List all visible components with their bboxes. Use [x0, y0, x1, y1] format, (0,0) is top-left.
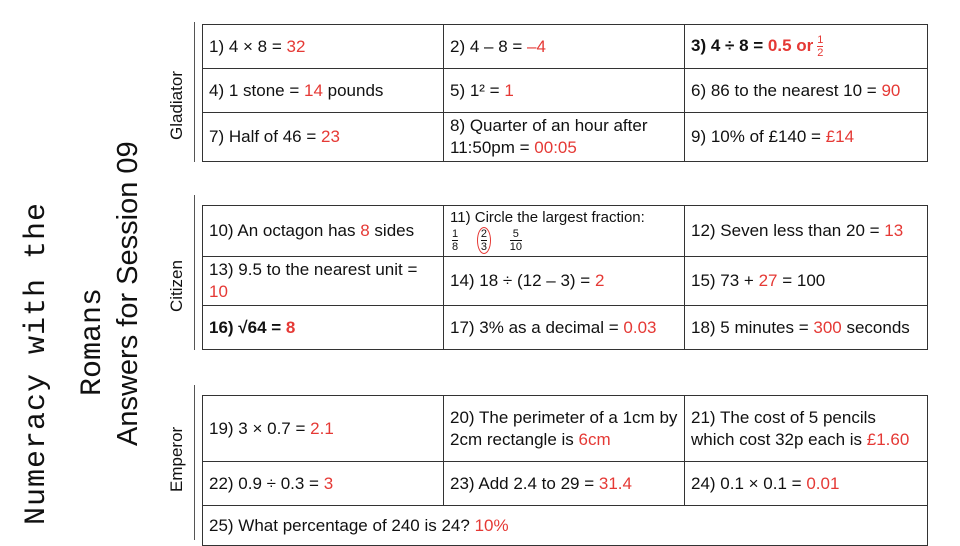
question-22: 22) 0.9 ÷ 0.3 = 3: [203, 462, 444, 506]
answer-22: 3: [323, 473, 334, 493]
question-20: 20) The perimeter of a 1cm by 2cm rectangle is 6cm: [444, 396, 685, 462]
title-line-1: Numeracy with the: [20, 201, 54, 525]
question-1: 1) 4 × 8 = 32: [203, 25, 444, 69]
answer-1: 32: [286, 36, 306, 56]
gladiator-questions-table: [202, 24, 928, 162]
answer-24: 0.01: [806, 473, 840, 493]
question-18: 18) 5 minutes = 300 seconds: [685, 306, 928, 350]
tier-divider-gladiator: [194, 22, 195, 162]
answer-7: 23: [320, 127, 340, 146]
question-12: 12) Seven less than 20 = 13: [685, 206, 928, 257]
answer-10: 8: [360, 221, 370, 240]
question-17: 17) 3% as a decimal = 0.03: [444, 306, 685, 350]
question-23: 23) Add 2.4 to 29 = 31.4: [444, 462, 685, 506]
question-25: 25) What percentage of 240 is 24? 10%: [203, 506, 928, 546]
tier-label-gladiator: Gladiator: [167, 71, 186, 140]
answer-19: 2.1: [310, 418, 334, 438]
answer-11-circle: $\frac{2}{3}$: [477, 227, 491, 254]
answer-8: 00:05: [534, 138, 577, 157]
answer-2: –4: [527, 36, 546, 56]
question-15: 15) 73 + 27 = 100: [685, 257, 928, 306]
question-8: 8) Quarter of an hour after 11:50pm = 00:05: [444, 113, 685, 162]
question-9: 9) 10% of £140 = £14: [685, 113, 928, 162]
answer-14: 2: [594, 271, 605, 290]
tier-divider-citizen: [194, 195, 195, 350]
answer-4: 14: [303, 80, 323, 100]
answer-3: 0.5 or: [767, 35, 814, 55]
question-13: 13) 9.5 to the nearest unit = 10: [203, 257, 444, 306]
citizen-questions-table: [202, 205, 928, 350]
answer-20: 6cm: [578, 429, 611, 449]
answer-5: 1: [504, 80, 514, 100]
question-24: 24) 0.1 × 0.1 = 0.01: [685, 462, 928, 506]
question-16: 16) √64 = 8: [203, 306, 444, 350]
tier-divider-emperor: [194, 385, 195, 540]
tier-label-citizen: Citizen: [167, 260, 186, 312]
title-line-2: Romans: [76, 287, 110, 396]
question-14: 14) 18 ÷ (12 – 3) = 2: [444, 257, 685, 306]
answer-9: £14: [825, 127, 855, 146]
answer-21: £1.60: [866, 429, 910, 449]
answer-6: 90: [881, 80, 901, 100]
emperor-questions-table: [202, 395, 928, 546]
question-11: 11) Circle the largest fraction: $\frac{1}{8}$ $\frac{2}{3}$ $\frac{5}{10}$: [444, 206, 685, 257]
answer-17: 0.03: [623, 317, 657, 337]
question-10: 10) An octagon has 8 sides: [203, 206, 444, 257]
tier-label-emperor: Emperor: [167, 426, 186, 492]
answer-25: 10%: [474, 515, 509, 535]
question-3: 3) 4 ÷ 8 = 0.5 or $\frac{1}{2}$: [685, 25, 928, 69]
answer-12: 13: [884, 221, 904, 240]
question-7: 7) Half of 46 = 23: [203, 113, 444, 162]
answer-15: 27: [758, 271, 778, 290]
answer-18: 300: [813, 317, 842, 337]
question-4: 4) 1 stone = 14 pounds: [203, 69, 444, 113]
answer-23: 31.4: [598, 473, 632, 493]
answer-16: 8: [285, 317, 296, 337]
question-5: 5) 1² = 1: [444, 69, 685, 113]
question-2: 2) 4 – 8 = –4: [444, 25, 685, 69]
question-19: 19) 3 × 0.7 = 2.1: [203, 396, 444, 462]
question-21: 21) The cost of 5 pencils which cost 32p each is £1.60: [685, 396, 928, 462]
answer-13: 10: [209, 282, 228, 301]
title-session: Answers for Session 09: [112, 141, 144, 446]
question-6: 6) 86 to the nearest 10 = 90: [685, 69, 928, 113]
